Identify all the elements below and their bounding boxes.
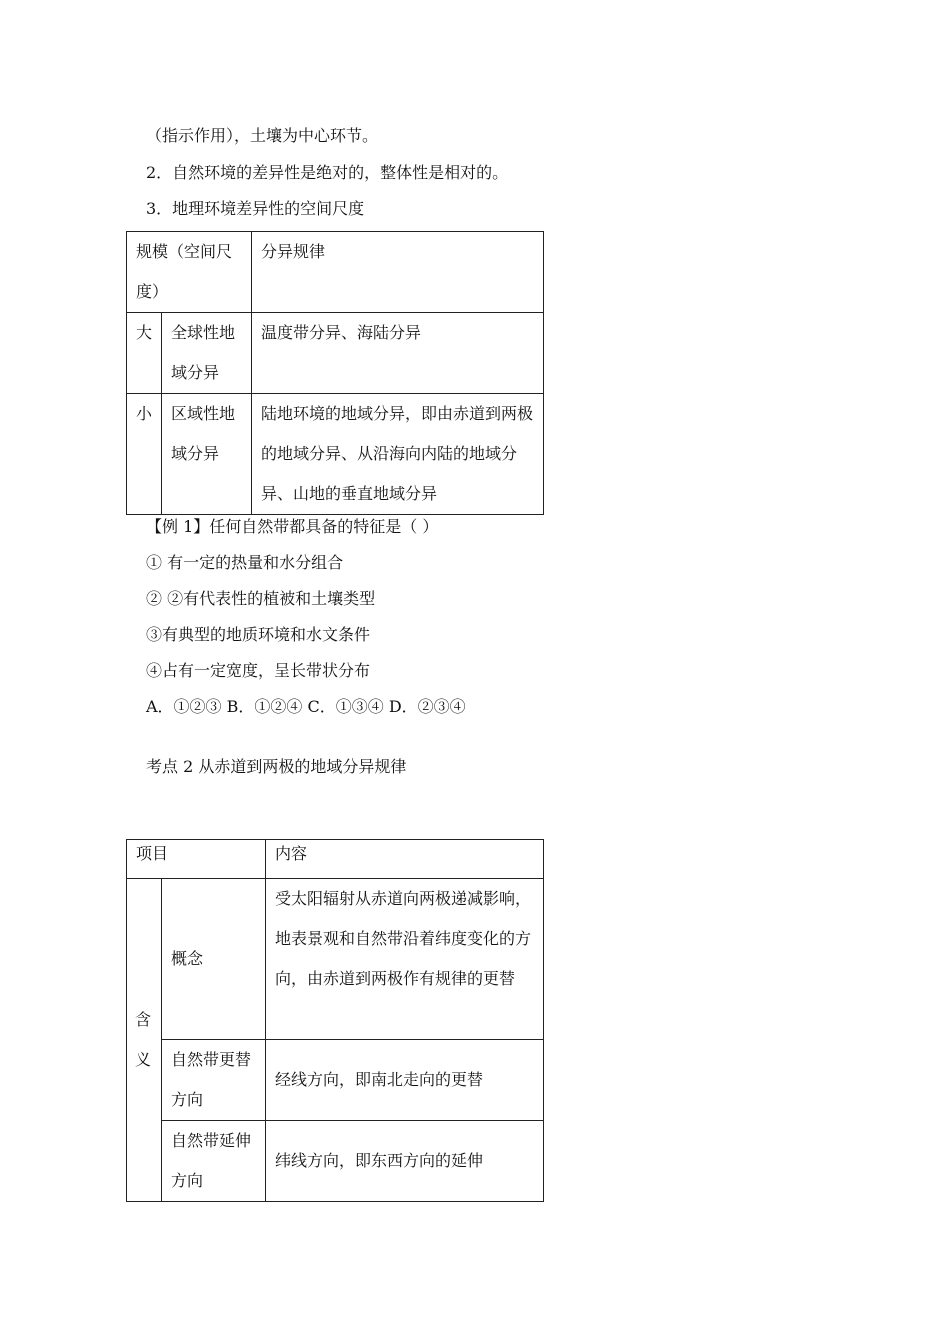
- header-scale: 规模（空间尺度）: [127, 232, 252, 313]
- answer-choices: A．①②③ B．①②④ C．①③④ D．②③④: [146, 697, 466, 716]
- header-item: 项目: [127, 840, 266, 879]
- section-title: 考点 2 从赤道到两极的地域分异规律: [146, 757, 407, 776]
- option-2: ② ②有代表性的植被和土壤类型: [146, 589, 376, 608]
- rule-cell: 陆地环境的地域分异，即由赤道到两极的地域分异、从沿海向内陆的地域分异、山地的垂直地域分异: [252, 394, 544, 515]
- item-cell: 自然带延伸方向: [162, 1121, 266, 1202]
- content-cell: 受太阳辐射从赤道向两极递减影响，地表景观和自然带沿着纬度变化的方向，由赤道到两极作有规律的更替: [266, 879, 544, 1040]
- table-row: [127, 394, 544, 515]
- option-1: ① 有一定的热量和水分组合: [146, 553, 344, 572]
- zonation-table: [126, 839, 544, 1202]
- option-3: ③有典型的地质环境和水文条件: [146, 625, 371, 644]
- table-row: [127, 1040, 544, 1121]
- point-2: 2．自然环境的差异性是绝对的，整体性是相对的。: [146, 163, 509, 182]
- rule-cell: 温度带分异、海陆分异: [252, 313, 544, 394]
- table-row: [127, 313, 544, 394]
- size-cell: 大: [127, 313, 162, 394]
- table-row: [127, 879, 544, 1040]
- option-4: ④占有一定宽度，呈长带状分布: [146, 661, 371, 680]
- intro-line: （指示作用），土壤为中心环节。: [146, 126, 379, 145]
- item-cell: 概念: [162, 879, 266, 1040]
- scope-cell: 全球性地域分异: [162, 313, 252, 394]
- table-row: [127, 232, 544, 313]
- table-row: [127, 840, 544, 879]
- content-cell: 经线方向，即南北走向的更替: [266, 1040, 544, 1121]
- size-cell: 小: [127, 394, 162, 515]
- table-row: [127, 1121, 544, 1202]
- example-stem: 【例 1】任何自然带都具备的特征是（ ）: [146, 517, 439, 536]
- group-label: 含义: [127, 879, 162, 1202]
- scope-cell: 区域性地域分异: [162, 394, 252, 515]
- header-content: 内容: [266, 840, 544, 879]
- header-rule: 分异规律: [252, 232, 544, 313]
- content-cell: 纬线方向，即东西方向的延伸: [266, 1121, 544, 1202]
- point-3: 3．地理环境差异性的空间尺度: [146, 199, 365, 218]
- item-cell: 自然带更替方向: [162, 1040, 266, 1121]
- scale-table: [126, 231, 544, 515]
